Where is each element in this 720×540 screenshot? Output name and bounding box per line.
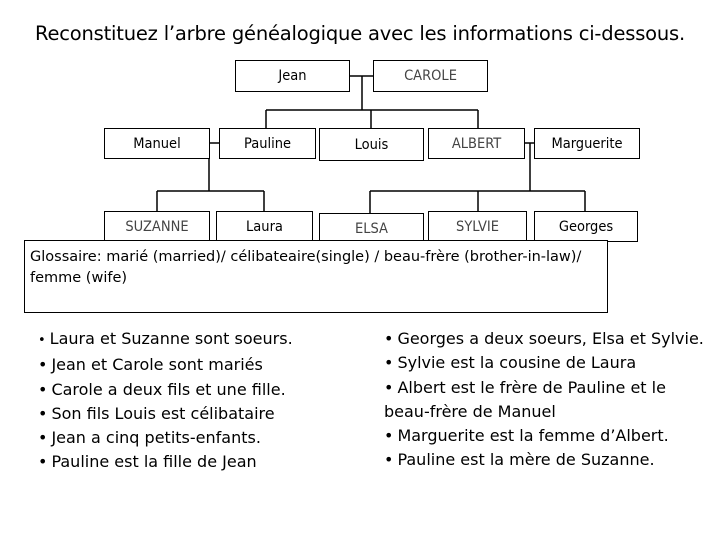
bullet: • (38, 355, 48, 375)
clues-right (384, 327, 704, 473)
person-name: SUZANNE (125, 218, 189, 235)
clue-text: Laura et Suzanne sont soeurs. (49, 329, 293, 348)
clue-item (384, 448, 704, 472)
person-name: Louis (354, 136, 389, 153)
person-box-sylvie (428, 211, 527, 242)
person-name: Jean (278, 68, 307, 84)
person-name: CAROLE (404, 68, 457, 84)
clue-text: Pauline est la mère de Suzanne. (397, 450, 655, 470)
bullet: • (384, 450, 394, 470)
clue-text: Jean a cinq petits-enfants. (51, 428, 261, 448)
clues-left (38, 327, 293, 475)
clue-item (38, 353, 293, 377)
bullet: • (38, 452, 48, 472)
person-box-carole (373, 60, 488, 92)
clue-item (384, 376, 704, 400)
clue-text: Georges a deux soeurs, Elsa et Sylvie. (397, 329, 704, 348)
person-box-suzanne (104, 211, 210, 242)
bullet: • (384, 426, 394, 446)
clue-text: Son fils Louis est célibataire (51, 403, 275, 423)
person-box-marguerite (534, 128, 640, 159)
clue-text: Sylvie est la cousine de Laura (397, 353, 637, 373)
clue-item (38, 450, 293, 474)
person-box-albert (428, 128, 525, 159)
bullet: • (384, 353, 394, 373)
glossary-text: Glossaire: marié (married)/ célibateaire(single) / beau-frère (brother-in-law)/ femme (wife) (30, 249, 582, 286)
clue-text: Marguerite est la femme d’Albert. (397, 426, 669, 446)
clue-item (38, 426, 293, 450)
person-name: ELSA (355, 220, 388, 237)
person-name: Georges (558, 218, 614, 235)
clue-item (384, 424, 704, 448)
person-box-jean (235, 60, 350, 92)
clue-item (384, 400, 704, 424)
person-box-laura (216, 211, 313, 242)
person-name: Pauline (243, 135, 292, 152)
bullet: • (384, 377, 394, 397)
bullet: • (38, 379, 48, 399)
bullet: • (384, 329, 394, 348)
bullet: • (38, 403, 48, 423)
person-name: Laura (246, 218, 283, 235)
person-box-louis (319, 128, 424, 161)
person-name: Marguerite (551, 135, 623, 152)
bullet: • (38, 428, 48, 448)
clue-item (384, 351, 704, 375)
clue-item (38, 327, 293, 353)
glossary-box (24, 240, 608, 313)
person-name: SYLVIE (456, 218, 499, 235)
clue-text: Pauline est la fille de Jean (51, 452, 257, 472)
bullet: • (38, 333, 46, 348)
clue-item (38, 378, 293, 402)
page-title: Reconstituez l’arbre généalogique avec les informations ci-dessous. (34, 22, 686, 45)
person-name: Manuel (133, 135, 181, 152)
clue-text: Carole a deux fils et une fille. (51, 379, 286, 399)
clue-text: Albert est le frère de Pauline et le (397, 377, 666, 397)
person-box-pauline (219, 128, 316, 159)
clue-text: beau-frère de Manuel (384, 401, 556, 421)
clue-item (384, 327, 704, 351)
person-box-manuel (104, 128, 210, 159)
person-name: ALBERT (451, 135, 502, 152)
clue-text: Jean et Carole sont mariés (51, 355, 263, 375)
person-box-georges (534, 211, 638, 242)
clue-item (38, 402, 293, 426)
